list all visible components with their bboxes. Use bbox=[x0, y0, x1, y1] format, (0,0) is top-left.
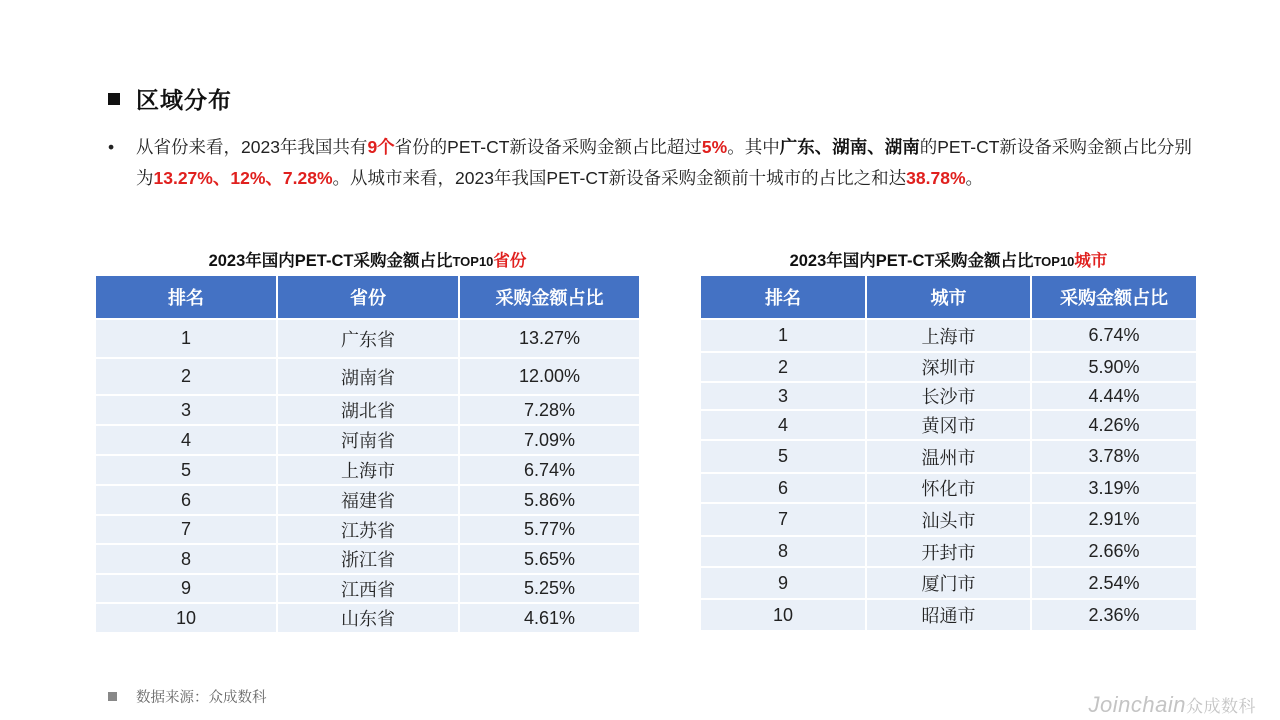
bullet-dot-icon: • bbox=[108, 137, 115, 157]
table-cell: 2 bbox=[701, 352, 866, 382]
province-table bbox=[96, 276, 639, 632]
table-row bbox=[96, 455, 639, 485]
table-row bbox=[96, 358, 639, 395]
table-cell: 厦门市 bbox=[866, 567, 1031, 599]
table-cell: 5 bbox=[96, 455, 277, 485]
table-cell: 2.36% bbox=[1031, 599, 1196, 630]
table-cell: 2 bbox=[96, 358, 277, 395]
province-table-title-highlight: 省份 bbox=[493, 252, 527, 270]
table-cell: 河南省 bbox=[277, 425, 459, 455]
table-row bbox=[701, 410, 1196, 440]
table-cell: 5.86% bbox=[459, 485, 639, 515]
table-cell: 5.25% bbox=[459, 574, 639, 603]
city-table-body bbox=[701, 319, 1196, 630]
table-cell: 怀化市 bbox=[866, 473, 1031, 503]
watermark-brand: Joinchain bbox=[1088, 692, 1186, 717]
table-cell: 湖北省 bbox=[277, 395, 459, 425]
brand-watermark bbox=[1089, 692, 1256, 718]
table-cell: 深圳市 bbox=[866, 352, 1031, 382]
table-cell: 10 bbox=[701, 599, 866, 630]
province-table-header-row bbox=[96, 276, 639, 319]
table-row bbox=[96, 603, 639, 632]
data-source bbox=[108, 686, 267, 707]
column-header: 采购金额占比 bbox=[459, 276, 639, 319]
table-cell: 6 bbox=[701, 473, 866, 503]
table-cell: 5.65% bbox=[459, 544, 639, 574]
table-cell: 3.78% bbox=[1031, 440, 1196, 473]
table-row bbox=[701, 567, 1196, 599]
summary-segment: 38.78% bbox=[906, 168, 966, 188]
column-header: 排名 bbox=[701, 276, 866, 319]
city-table-title-prefix: 2023年国内PET-CT采购金额占比 bbox=[789, 252, 1034, 270]
table-cell: 山东省 bbox=[277, 603, 459, 632]
table-cell: 4 bbox=[96, 425, 277, 455]
table-cell: 福建省 bbox=[277, 485, 459, 515]
summary-text bbox=[136, 132, 1208, 194]
table-cell: 8 bbox=[701, 536, 866, 567]
table-cell: 7.09% bbox=[459, 425, 639, 455]
table-cell: 开封市 bbox=[866, 536, 1031, 567]
column-header: 城市 bbox=[866, 276, 1031, 319]
section-heading bbox=[108, 82, 232, 115]
table-cell: 6 bbox=[96, 485, 277, 515]
city-table-title bbox=[701, 248, 1196, 276]
province-table-body bbox=[96, 319, 639, 632]
summary-segment: 。 bbox=[965, 168, 984, 188]
table-cell: 长沙市 bbox=[866, 382, 1031, 410]
city-table-header-row bbox=[701, 276, 1196, 319]
summary-segment: 的PET-CT新设备采购金额占比分别为 bbox=[136, 137, 1192, 188]
table-row bbox=[96, 574, 639, 603]
summary-segment: 省份的PET-CT新设备采购金额占比超过 bbox=[394, 137, 702, 157]
table-row bbox=[701, 599, 1196, 630]
table-cell: 4.26% bbox=[1031, 410, 1196, 440]
table-row bbox=[701, 536, 1196, 567]
column-header: 排名 bbox=[96, 276, 277, 319]
table-cell: 2.91% bbox=[1031, 503, 1196, 536]
table-cell: 江苏省 bbox=[277, 515, 459, 544]
section-title: 区域分布 bbox=[136, 87, 232, 113]
table-cell: 湖南省 bbox=[277, 358, 459, 395]
table-row bbox=[96, 485, 639, 515]
table-cell: 9 bbox=[701, 567, 866, 599]
table-cell: 温州市 bbox=[866, 440, 1031, 473]
table-row bbox=[701, 440, 1196, 473]
table-cell: 7.28% bbox=[459, 395, 639, 425]
table-cell: 2.66% bbox=[1031, 536, 1196, 567]
table-cell: 5 bbox=[701, 440, 866, 473]
table-cell: 4.61% bbox=[459, 603, 639, 632]
table-cell: 7 bbox=[96, 515, 277, 544]
table-cell: 5.90% bbox=[1031, 352, 1196, 382]
table-cell: 12.00% bbox=[459, 358, 639, 395]
summary-segment: 广东、湖南、湖南 bbox=[779, 137, 920, 157]
table-cell: 江西省 bbox=[277, 574, 459, 603]
table-row bbox=[96, 544, 639, 574]
table-cell: 6.74% bbox=[459, 455, 639, 485]
city-table bbox=[701, 276, 1196, 630]
summary-segment: 。从城市来看，2023年我国PET-CT新设备采购金额前十城市的占比之和达 bbox=[332, 168, 907, 188]
summary-paragraph bbox=[108, 132, 1208, 194]
table-cell: 10 bbox=[96, 603, 277, 632]
table-cell: 1 bbox=[96, 319, 277, 358]
table-cell: 广东省 bbox=[277, 319, 459, 358]
table-row bbox=[701, 473, 1196, 503]
summary-segment: 9个 bbox=[367, 137, 395, 157]
province-table-title-prefix: 2023年国内PET-CT采购金额占比 bbox=[208, 252, 453, 270]
table-cell: 昭通市 bbox=[866, 599, 1031, 630]
summary-segment: 。其中 bbox=[727, 137, 780, 157]
table-cell: 4.44% bbox=[1031, 382, 1196, 410]
province-table-title bbox=[96, 248, 639, 276]
table-cell: 3 bbox=[701, 382, 866, 410]
summary-segment: 5% bbox=[701, 137, 728, 157]
table-cell: 7 bbox=[701, 503, 866, 536]
table-cell: 上海市 bbox=[866, 319, 1031, 352]
table-cell: 3.19% bbox=[1031, 473, 1196, 503]
table-cell: 9 bbox=[96, 574, 277, 603]
table-cell: 3 bbox=[96, 395, 277, 425]
table-cell: 4 bbox=[701, 410, 866, 440]
table-cell: 浙江省 bbox=[277, 544, 459, 574]
column-header: 采购金额占比 bbox=[1031, 276, 1196, 319]
city-table-block bbox=[701, 248, 1196, 630]
column-header: 省份 bbox=[277, 276, 459, 319]
table-cell: 2.54% bbox=[1031, 567, 1196, 599]
table-cell: 8 bbox=[96, 544, 277, 574]
table-row bbox=[701, 319, 1196, 352]
table-row bbox=[701, 503, 1196, 536]
table-row bbox=[701, 352, 1196, 382]
square-bullet-icon bbox=[108, 93, 120, 105]
summary-segment: 从省份来看，2023年我国共有 bbox=[136, 137, 368, 157]
table-cell: 6.74% bbox=[1031, 319, 1196, 352]
table-cell: 1 bbox=[701, 319, 866, 352]
table-cell: 5.77% bbox=[459, 515, 639, 544]
table-row bbox=[96, 425, 639, 455]
source-square-icon bbox=[108, 692, 117, 701]
watermark-brand-cn: 众成数科 bbox=[1186, 697, 1256, 716]
city-table-title-top: TOP10 bbox=[1033, 254, 1075, 269]
city-table-title-highlight: 城市 bbox=[1074, 252, 1108, 270]
table-cell: 上海市 bbox=[277, 455, 459, 485]
summary-segment: 13.27%、12%、7.28% bbox=[153, 168, 333, 188]
province-table-block bbox=[96, 248, 639, 632]
table-row bbox=[96, 395, 639, 425]
table-row bbox=[701, 382, 1196, 410]
table-cell: 13.27% bbox=[459, 319, 639, 358]
table-cell: 汕头市 bbox=[866, 503, 1031, 536]
data-source-label: 数据来源：众成数科 bbox=[136, 690, 267, 706]
table-cell: 黄冈市 bbox=[866, 410, 1031, 440]
province-table-title-top: TOP10 bbox=[452, 254, 494, 269]
table-row bbox=[96, 515, 639, 544]
table-row bbox=[96, 319, 639, 358]
